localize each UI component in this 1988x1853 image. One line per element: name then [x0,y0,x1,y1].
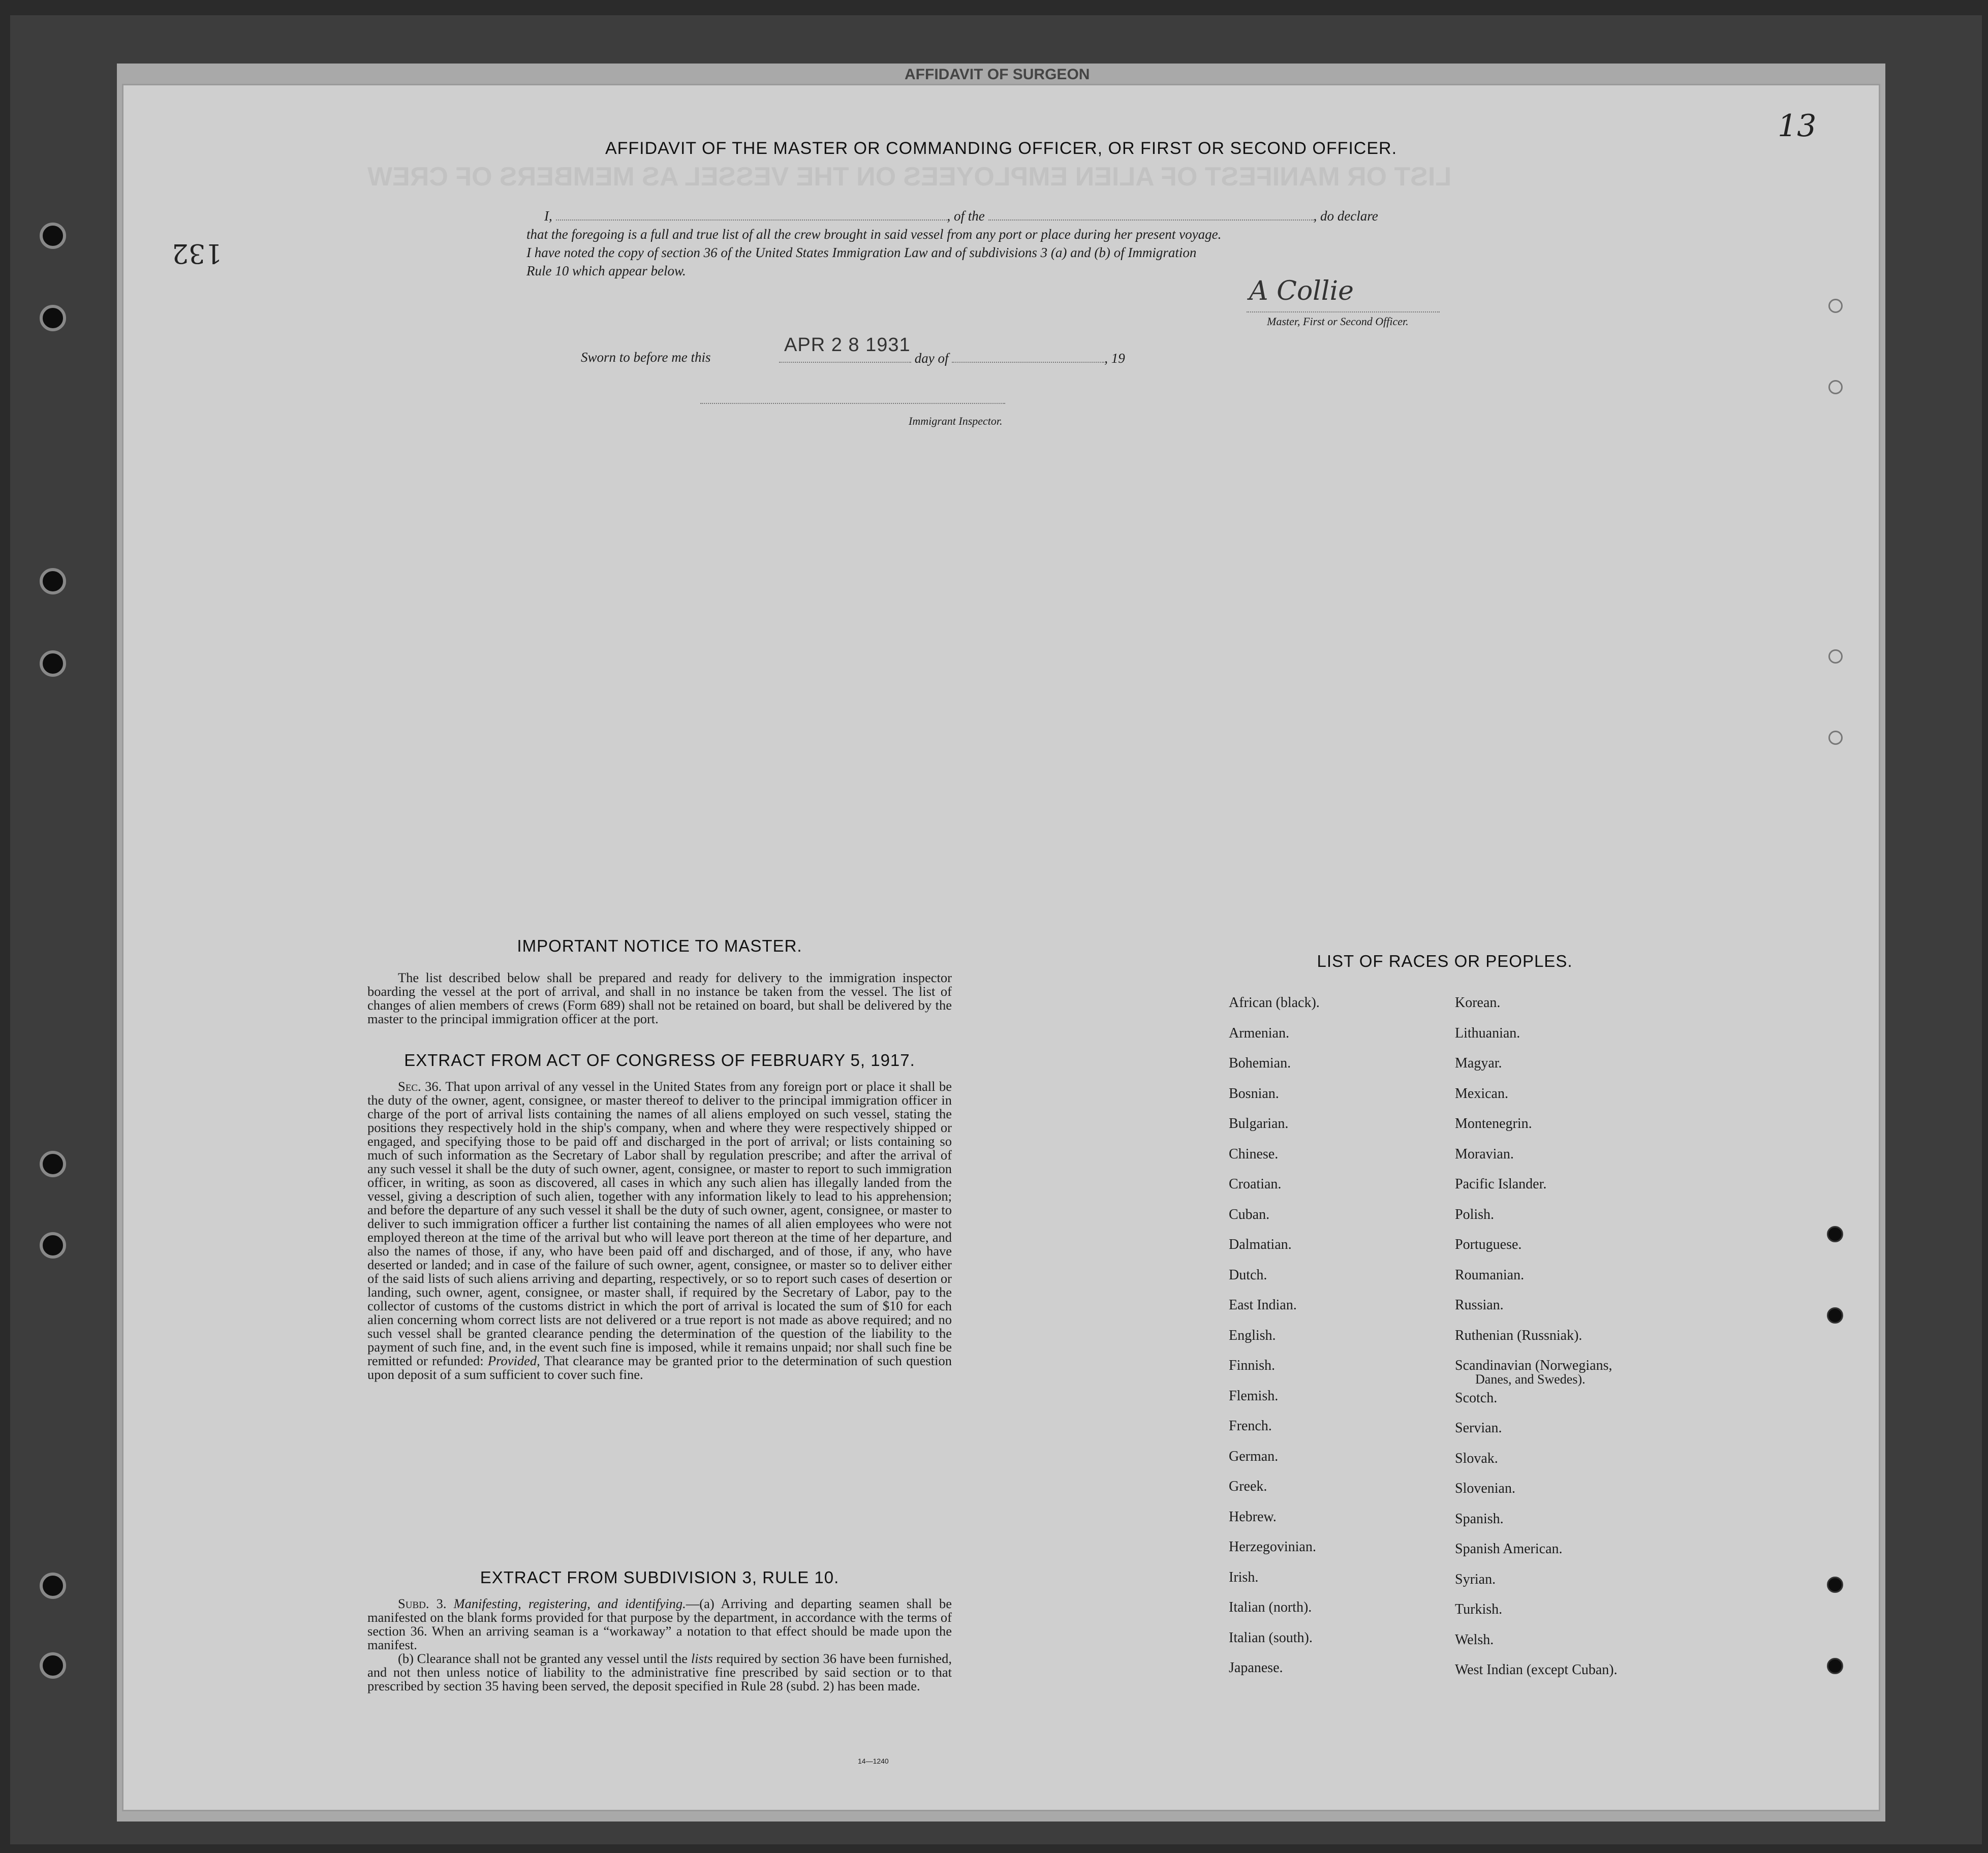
affidavit-line-2: that the foregoing is a full and true list of all the crew brought in said vessel from any port or place during her present voyage. [526,227,1222,242]
race-item: Flemish. [1229,1388,1279,1404]
affidavit-line-3: I have noted the copy of section 36 of the United States Immigration Law and of subdivisions 3 (a) and (b) of Immigration [526,245,1197,260]
race-item-wrap: Danes, and Swedes). [1475,1372,1586,1387]
race-item: Japanese. [1229,1660,1283,1676]
sworn-day-line [779,350,1125,366]
race-item: Slovak. [1455,1450,1498,1466]
page-hole [1827,1577,1843,1593]
race-item: French. [1229,1418,1272,1434]
year-prefix: , 19 [1104,351,1125,366]
date-stamp: APR 2 8 1931 [784,334,911,356]
binder-hole [40,568,66,594]
race-item: Roumanian. [1455,1267,1525,1283]
race-item: Herzegovinian. [1229,1539,1316,1555]
race-item: Finnish. [1229,1358,1276,1373]
race-item: Magyar. [1455,1055,1502,1071]
race-item: Welsh. [1455,1631,1494,1648]
race-item: Irish. [1229,1569,1259,1585]
binder-hole [40,1573,66,1599]
extract-act-title: EXTRACT FROM ACT OF CONGRESS OF FEBRUARY 5, 1917. [404,1051,915,1070]
race-item: Russian. [1455,1297,1504,1313]
races-left-column [1229,995,1442,1757]
top-ghost-title: AFFIDAVIT OF SURGEON [905,66,1090,83]
race-item: Spanish. [1455,1511,1504,1527]
day-of: day of [914,351,949,366]
binder-hole [40,650,66,677]
bleed-through-text: LIST OR MANIFEST OF ALIEN EMPLOYEES ON THE VESSEL AS MEMBERS OF CREW [367,162,1452,192]
binder-hole [40,305,66,331]
binder-hole [40,1652,66,1679]
affidavit-of-the: , of the [947,208,985,224]
race-item: Korean. [1455,995,1501,1011]
race-item: Pacific Islander. [1455,1176,1547,1192]
subd-para-b-label: (b) [398,1651,414,1666]
race-item: German. [1229,1448,1279,1464]
race-item: Scotch. [1455,1390,1498,1406]
name-blank [556,207,947,221]
binder-hole [40,223,66,249]
race-item: Greek. [1229,1479,1267,1494]
page-hole-outline [1828,649,1843,664]
page-hole [1827,1307,1843,1324]
binder-hole [40,1151,66,1177]
race-item: Bosnian. [1229,1085,1279,1102]
notice-title: IMPORTANT NOTICE TO MASTER. [517,936,802,955]
race-item: Spanish American. [1455,1541,1563,1557]
race-item: Italian (north). [1229,1599,1312,1615]
affidavit-line-1 [544,207,1378,224]
race-item: Cuban. [1229,1206,1270,1222]
race-item: Syrian. [1455,1571,1496,1587]
sec-36-text: That upon arrival of any vessel in the United States from any foreign port or place it shall be the duty of the owner, agent, consignee, or master thereof to deliver to the principal immigration officer in charge of the port of arrival lists containing the names of all aliens employed on such vessel, stating the positions they respectively hold in the ship's company, when and where they were respectively shipped or engaged, and specifying those to be paid off and discharged in the port of arrival; or lists containing so much of such information as the Secretary of Labor shall by regulation prescribe; and after the arrival of any such vessel it shall be the duty of such owner, agent, consignee, or master to report to such immigration officer, in writing, as soon as discovered, all cases in which any such alien has illegally landed from the vessel, giving a description of such alien, together with any information likely to lead to his apprehension; and before the departure of any such vessel it shall be the duty of such owner, agent, consignee, or master to deliver to such immigration officer a further list containing the names of all alien employees who were not employed thereon at the time of the arrival but who will leave port thereon at the time of her departure, and also the names of those, if any, who have been paid off and discharged, and of those, if any, who have deserted or landed; and in case of the failure of such owner, agent, consignee, or master so to deliver either of the said lists of such aliens arriving and departing, respectively, or so to report such cases of desertion or landing, such owner, agent, consignee, or master shall, if required by the Secretary of Labor, pay to the collector of customs of the customs district in which the port of arrival is located the sum of $10 for each alien concerning whom correct lists are not delivered or a true report is not made as above required; and no such vessel shall be granted clearance pending the determination of the question of the liability to the payment of such fine, and, in the event such fine is imposed, while it remains unpaid; nor shall such fine be remitted or refunded: [367,1079,952,1368]
handwritten-side-number: 132 [172,238,223,268]
day-blank [779,350,911,363]
race-item: Portuguese. [1455,1237,1522,1252]
race-item: Scandinavian (Norwegians, [1455,1358,1612,1373]
subd-para-b-post: required by section 36 have been furnished, and not then unless notice of liability to the administrative fine prescribed by said section or to that prescribed by section 35 having been served, the deposit specified in Rule 28 (subd. 2) has been made. [367,1651,952,1693]
affidavit-title: AFFIDAVIT OF THE MASTER OR COMMANDING OFFICER, OR FIRST OR SECOND OFFICER. [605,139,1397,158]
signature-line [1247,311,1440,312]
page-hole-outline [1828,380,1843,394]
race-item: Dalmatian. [1229,1237,1292,1252]
page-hole [1827,1658,1843,1674]
race-item: Chinese. [1229,1146,1279,1162]
sec-label: Sec. 36. [398,1079,442,1094]
page-hole-outline [1828,731,1843,745]
extract-rule-title: EXTRACT FROM SUBDIVISION 3, RULE 10. [480,1568,840,1587]
race-item: Italian (south). [1229,1629,1313,1646]
extract-act-body [367,1080,952,1381]
races-title: LIST OF RACES OR PEOPLES. [1317,952,1573,970]
race-item: African (black). [1229,995,1320,1011]
inspector-signature-line [700,403,1005,404]
races-right-column [1455,995,1719,1757]
notice-body [367,971,952,1026]
race-item: Polish. [1455,1206,1495,1222]
subd-label: Subd. 3. [398,1596,447,1611]
provided-word: Provided, [487,1353,540,1368]
race-item: Lithuanian. [1455,1025,1520,1041]
extract-rule-body [367,1597,952,1693]
sec-36-text-end: That clearance may be granted prior to the determination of such question upon deposit of a sum sufficient to cover such fine. [367,1353,952,1382]
race-item: East Indian. [1229,1297,1297,1313]
notice-paragraph: The list described below shall be prepared and ready for delivery to the immigration inspector boarding the vessel at the port of arrival, and shall in no instance be taken from the vessel. The list of changes of alien members of crews (Form 689) shall not be retained on board, but shall be delivered by the master to the principal immigration officer at the port. [367,970,952,1026]
affidavit-line-4: Rule 10 which appear below. [526,263,686,278]
subd-para-b-pre: Clearance shall not be granted any vessel until the [417,1651,688,1666]
subd-para-a: —(a) Arriving and departing seamen shall be manifested on the blank forms provided for that purpose by the department, in accordance with the terms of section 36. When an arriving seaman is a “workaway” a notation to that effect should be made upon the manifest. [367,1596,952,1652]
affidavit-i: I, [544,208,552,224]
subd-para-b-lists: lists [691,1651,713,1666]
subd-title: Manifesting, registering, and identifying. [453,1596,686,1611]
race-item: Armenian. [1229,1025,1289,1041]
race-item: Montenegrin. [1455,1116,1532,1132]
race-item: Servian. [1455,1420,1502,1436]
race-item: West Indian (except Cuban). [1455,1662,1618,1678]
race-item: Bulgarian. [1229,1116,1289,1132]
race-item: Slovenian. [1455,1481,1515,1496]
sworn-prefix: Sworn to before me this [581,350,711,365]
binder-hole [40,1232,66,1259]
page-hole-outline [1828,299,1843,313]
inspector-label: Immigrant Inspector. [909,415,1003,427]
form-number: 14—1240 [858,1757,889,1765]
race-item: English. [1229,1327,1276,1343]
race-item: Croatian. [1229,1176,1282,1192]
race-item: Bohemian. [1229,1055,1291,1071]
handwritten-corner-number: 13 [1778,108,1817,144]
affidavit-page [122,84,1880,1811]
signature-label: Master, First or Second Officer. [1267,315,1409,328]
vessel-blank [988,207,1314,221]
race-item: Dutch. [1229,1267,1267,1283]
race-item: Mexican. [1455,1085,1508,1102]
affidavit-declare: , do declare [1313,208,1378,224]
sworn-line [581,350,711,365]
page-hole [1827,1226,1843,1242]
month-blank [952,350,1104,363]
race-item: Hebrew. [1229,1509,1277,1525]
race-item: Moravian. [1455,1146,1514,1162]
race-item: Turkish. [1455,1601,1503,1617]
officer-signature: A Collie [1249,276,1354,306]
race-item: Ruthenian (Russniak). [1455,1327,1582,1343]
